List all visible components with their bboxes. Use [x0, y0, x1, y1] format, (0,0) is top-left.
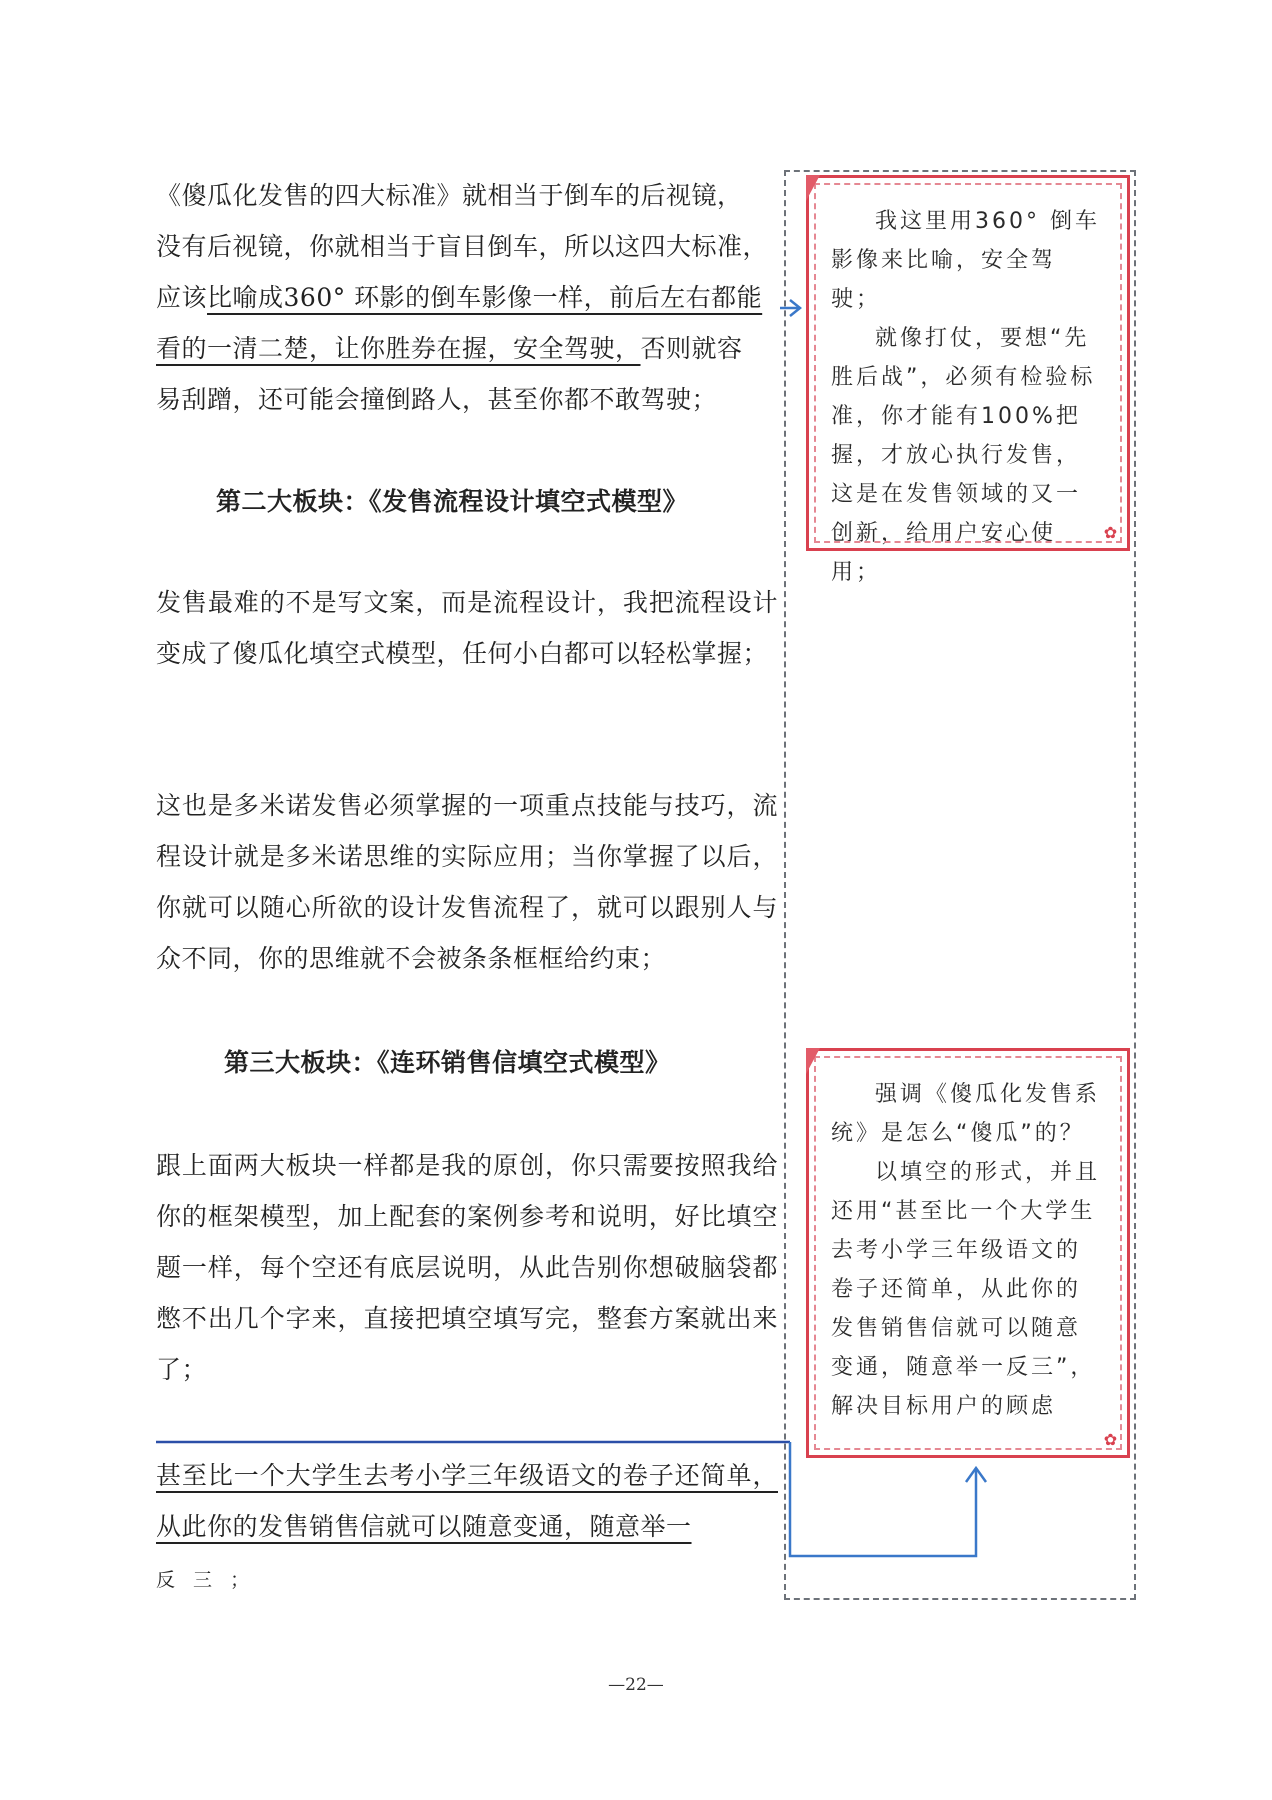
- para1-line4: [156, 323, 778, 374]
- note2-text-2: 以填空的形式，并且还用“甚至比一个大学生去考小学三年级语文的卷子还简单，从此你的发售销售信就可以随意变通，随意举一反三”，解决目标用户的顾虑: [831, 1160, 1101, 1419]
- para1-line4-plain: 否则就容: [640, 334, 743, 363]
- section-heading-3: 第三大板块：《连环销售信填空式模型》: [224, 1048, 671, 1077]
- note-corner-icon: ✿: [1103, 1430, 1121, 1449]
- paragraph-3: 这也是多米诺发售必须掌握的一项重点技能与技巧，流程设计就是多米诺思维的实际应用；当你掌握了以后，你就可以随心所欲的设计发售流程了，就可以跟别人与众不同，你的思维就不会被条条框框给约束；: [156, 791, 778, 973]
- paragraph-1: [156, 170, 778, 425]
- note-fold-icon: [806, 175, 820, 201]
- para1-underlined-text-2: 看的一清二楚，让你胜券在握，安全驾驶，: [156, 334, 641, 363]
- para1-underlined-text: 比喻成360° 环影的倒车影像一样，前后左右都能: [207, 283, 763, 312]
- para1-line3: [156, 272, 778, 323]
- para1-line1: 《傻瓜化发售的四大标准》就相当于倒车的后视镜，: [156, 181, 743, 210]
- note1-text-2: 就像打仗，要想“先胜后战”，必须有检验标准，你才能有100%把握，才放心执行发售，这是在发售领域的又一创新，给用户安心使用；: [831, 326, 1096, 585]
- note-corner-icon: ✿: [1103, 523, 1121, 542]
- paragraph-2: 发售最难的不是写文案，而是流程设计，我把流程设计变成了傻瓜化填空式模型，任何小白都可以轻松掌握；: [156, 588, 778, 668]
- note2-text-1: 强调《傻瓜化发售系统》是怎么“傻瓜”的？: [831, 1082, 1101, 1146]
- annotation-note-1: [806, 175, 1130, 585]
- annotation-note-2: [806, 1048, 1130, 1458]
- para1-line3-plain: 应该: [156, 283, 208, 312]
- section-heading-2: 第二大板块：《发售流程设计填空式模型》: [216, 487, 689, 516]
- paragraph-5-tail: 反 三 ；: [156, 1569, 256, 1591]
- paragraph-5-underlined: 甚至比一个大学生去考小学三年级语文的卷子还简单，从此你的发售销售信就可以随意变通，随意举一: [156, 1461, 778, 1541]
- note-fold-icon: [806, 1048, 820, 1074]
- para1-line5: 易刮蹭，还可能会撞倒路人，甚至你都不敢驾驶；: [156, 385, 718, 414]
- paragraph-4: 跟上面两大板块一样都是我的原创，你只需要按照我给你的框架模型，加上配套的案例参考和说明，好比填空题一样，每个空还有底层说明，从此告别你想破脑袋都憋不出几个字来，直接把填空填写完，整套方案就出来了；: [156, 1151, 778, 1384]
- note1-text-1: 我这里用360° 倒车影像来比喻，安全驾驶；: [831, 209, 1100, 312]
- para1-line2: 没有后视镜，你就相当于盲目倒车，所以这四大标准，: [156, 232, 769, 261]
- page-number: —22—: [608, 1675, 664, 1695]
